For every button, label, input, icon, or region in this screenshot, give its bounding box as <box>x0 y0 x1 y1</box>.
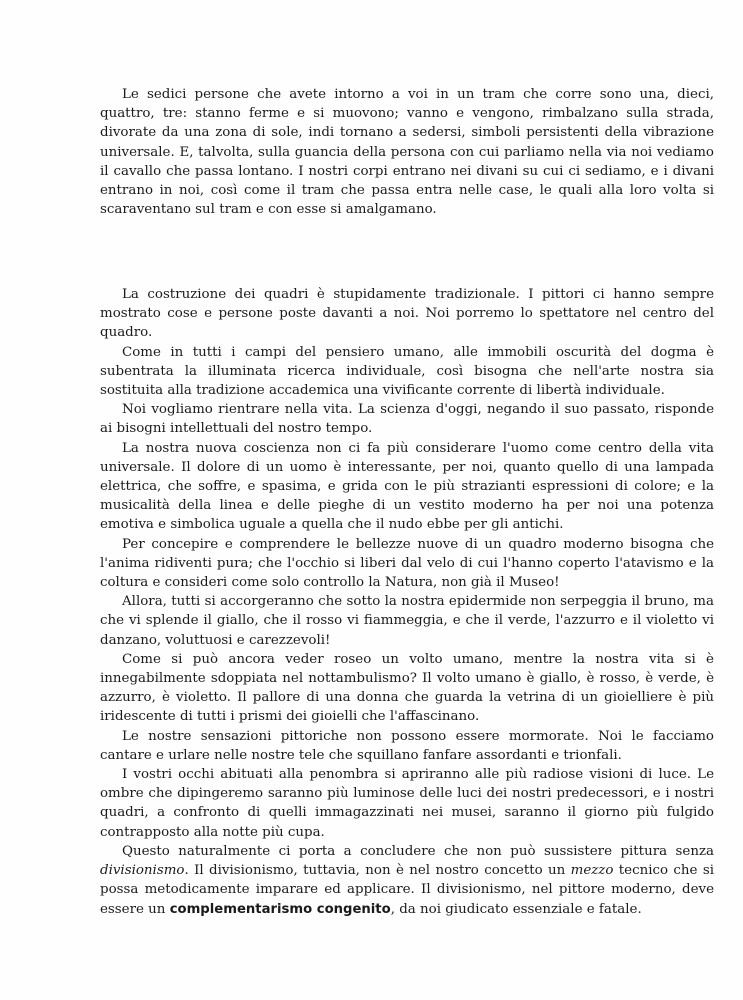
text-section-1 <box>100 85 714 219</box>
italic-term: mezzo <box>570 863 614 879</box>
italic-term: divisionismo <box>100 863 185 879</box>
paragraph-final <box>100 842 714 919</box>
text-run: Questo naturalmente ci porta a concludere che non può sussistere pittura senza <box>122 843 714 859</box>
paragraph: Per concepire e comprendere le bellezze nuove di un quadro moderno bisogna che l'anima ridiventi pura; che l'occhio si liberi dal velo di cui l'hanno coperto l'atavismo e la coltura e consideri come solo controllo la Natura, non già il Museo! <box>100 536 714 591</box>
paragraph: La nostra nuova coscienza non ci fa più considerare l'uomo come centro della vita universale. Il dolore di un uomo è interessante, per noi, quanto quello di una lampada elettrica, che soffre, e spasima, e grida con le più strazianti espressioni di colore; e la musicalità della linea e delle pieghe di un vestito moderno ha per noi una potenza emotiva e simbolica uguale a quella che il nudo ebbe per gli antichi. <box>100 440 714 533</box>
paragraph: I vostri occhi abituati alla penombra si apriranno alle più radiose visioni di luce. Le ombre che dipingeremo saranno più luminose delle luci dei nostri predecessori, e i nostri quadri, a confronto di quelli immagazzinati nei musei, saranno il giorno più fulgido contrapposto alla notte più cupa. <box>100 767 714 840</box>
text-section-2 <box>100 285 714 919</box>
paragraph: Le sedici persone che avete intorno a voi in un tram che corre sono una, dieci, quattro, tre: stanno ferme e si muovono; vanno e vengono, rimbalzano sulla strada, divorate da una zona di sole, indi tornano a sedersi, simboli persistenti della vibrazione universale. E, talvolta, sulla guancia della persona con cui parliamo nella via noi vediamo il cavallo che passa lontano. I nostri corpi entrano nei divani su cui ci sediamo, e i divani entrano in noi, così come il tram che passa entra nelle case, le quali alla loro volta si scaraventano sul tram e con esse si amalgamano. <box>100 87 714 218</box>
text-run: . Il divisionismo, tuttavia, non è nel nostro concetto un <box>184 863 571 879</box>
paragraph: Noi vogliamo rientrare nella vita. La scienza d'oggi, negando il suo passato, risponde ai bisogni intellettuali del nostro tempo. <box>100 402 714 437</box>
paragraph: Allora, tutti si accorgeranno che sotto la nostra epidermide non serpeggia il bruno, ma che vi splende il giallo, che il rosso vi fiammeggia, e che il verde, l'azzurro e il violetto vi danzano, voluttuosi e carezzevoli! <box>100 594 714 648</box>
paragraph: La costruzione dei quadri è stupidamente tradizionale. I pittori ci hanno sempre mostrato cose e persone poste davanti a noi. Noi porremo lo spettatore nel centro del quadro. <box>100 287 714 341</box>
text-run: , da noi giudicato essenziale e fatale. <box>390 901 642 917</box>
bold-term: complementarismo congenito <box>169 901 391 917</box>
paragraph: Le nostre sensazioni pittoriche non possono essere mormorate. Noi le facciamo cantare e urlare nelle nostre tele che squillano fanfare assordanti e trionfali. <box>100 728 714 763</box>
paragraph: Come in tutti i campi del pensiero umano, alle immobili oscurità del dogma è subentrata la illuminata ricerca individuale, così bisogna che nell'arte nostra sia sostituita alla tradizione accademica una vivificante corrente di libertà individuale. <box>100 344 714 399</box>
paragraph: Come si può ancora veder roseo un volto umano, mentre la nostra vita si è innegabilmente sdoppiata nel nottambulismo? Il volto umano è giallo, è rosso, è verde, è azzurro, è violetto. Il pallore di una donna che guarda la vetrina di un gioielliere è più iridescente di tutti i prismi dei gioielli che l'affascinano. <box>100 651 714 725</box>
text-run: tecnico che si possa metodicamente imparare ed applicare. Il divisionismo, nel pittore moderno, deve essere un <box>100 863 714 917</box>
